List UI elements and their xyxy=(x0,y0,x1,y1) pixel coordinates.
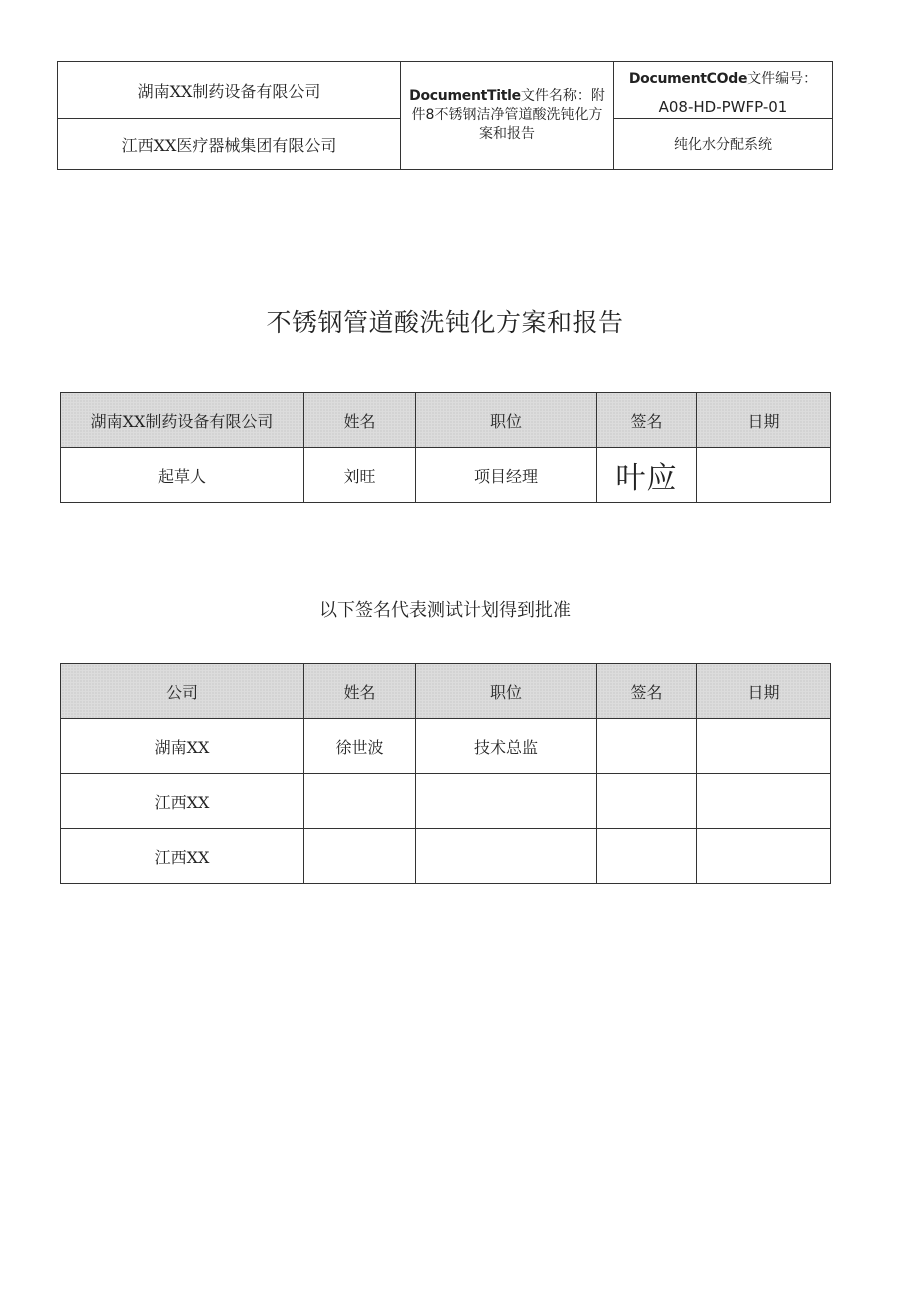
approver-signature xyxy=(597,774,697,829)
approver-company: 江西XX xyxy=(61,829,304,884)
document-title-text: 文件名称：附件8不锈钢洁净管道酸洗钝化方案和报告 xyxy=(411,88,605,142)
header-date: 日期 xyxy=(697,393,831,448)
document-title-cell xyxy=(401,62,614,170)
document-header-table xyxy=(57,61,833,170)
header-company-2: 江西XX医疗器械集团有限公司 xyxy=(58,119,401,170)
approver-date xyxy=(697,719,831,774)
approver-position xyxy=(416,774,597,829)
document-code-cell xyxy=(614,62,833,119)
approver-date xyxy=(697,774,831,829)
document-title: 不锈钢管道酸洗钝化方案和报告 xyxy=(266,308,624,337)
table-row xyxy=(61,719,831,774)
approver-name: 徐世波 xyxy=(304,719,416,774)
header-signature: 签名 xyxy=(597,664,697,719)
table-row xyxy=(61,829,831,884)
table-header-row xyxy=(61,393,831,448)
approver-signature xyxy=(597,829,697,884)
signature-text: 叶应 xyxy=(615,461,678,496)
header-position: 职位 xyxy=(416,664,597,719)
approver-date xyxy=(697,829,831,884)
approver-name xyxy=(304,829,416,884)
header-position: 职位 xyxy=(416,393,597,448)
header-name: 姓名 xyxy=(304,664,416,719)
header-company: 湖南XX制药设备有限公司 xyxy=(61,393,304,448)
document-code-label-cn: 文件编号： xyxy=(747,71,818,87)
document-title-label: DocumentTitle xyxy=(409,88,521,104)
header-name: 姓名 xyxy=(304,393,416,448)
approver-company: 江西XX xyxy=(61,774,304,829)
table-row xyxy=(61,448,831,503)
drafting-signature-table xyxy=(60,392,831,503)
table-header-row xyxy=(61,664,831,719)
table-row xyxy=(61,774,831,829)
drafter-position: 项目经理 xyxy=(416,448,597,503)
header-signature: 签名 xyxy=(597,393,697,448)
drafter-name: 刘旺 xyxy=(304,448,416,503)
drafter-signature xyxy=(597,448,697,503)
header-date: 日期 xyxy=(697,664,831,719)
drafter-date xyxy=(697,448,831,503)
approver-position: 技术总监 xyxy=(416,719,597,774)
approver-name xyxy=(304,774,416,829)
document-code-label: DocumentCOde xyxy=(628,71,748,87)
system-name: 纯化水分配系统 xyxy=(614,119,833,170)
approval-note: 以下签名代表测试计划得到批准 xyxy=(319,600,571,621)
header-company-1: 湖南XX制药设备有限公司 xyxy=(58,62,401,119)
header-company: 公司 xyxy=(61,664,304,719)
document-code-value: A08-HD-PWFP-01 xyxy=(658,98,788,116)
approver-position xyxy=(416,829,597,884)
approver-signature xyxy=(597,719,697,774)
approval-signature-table xyxy=(60,663,831,884)
approver-company: 湖南XX xyxy=(61,719,304,774)
drafter-role: 起草人 xyxy=(61,448,304,503)
